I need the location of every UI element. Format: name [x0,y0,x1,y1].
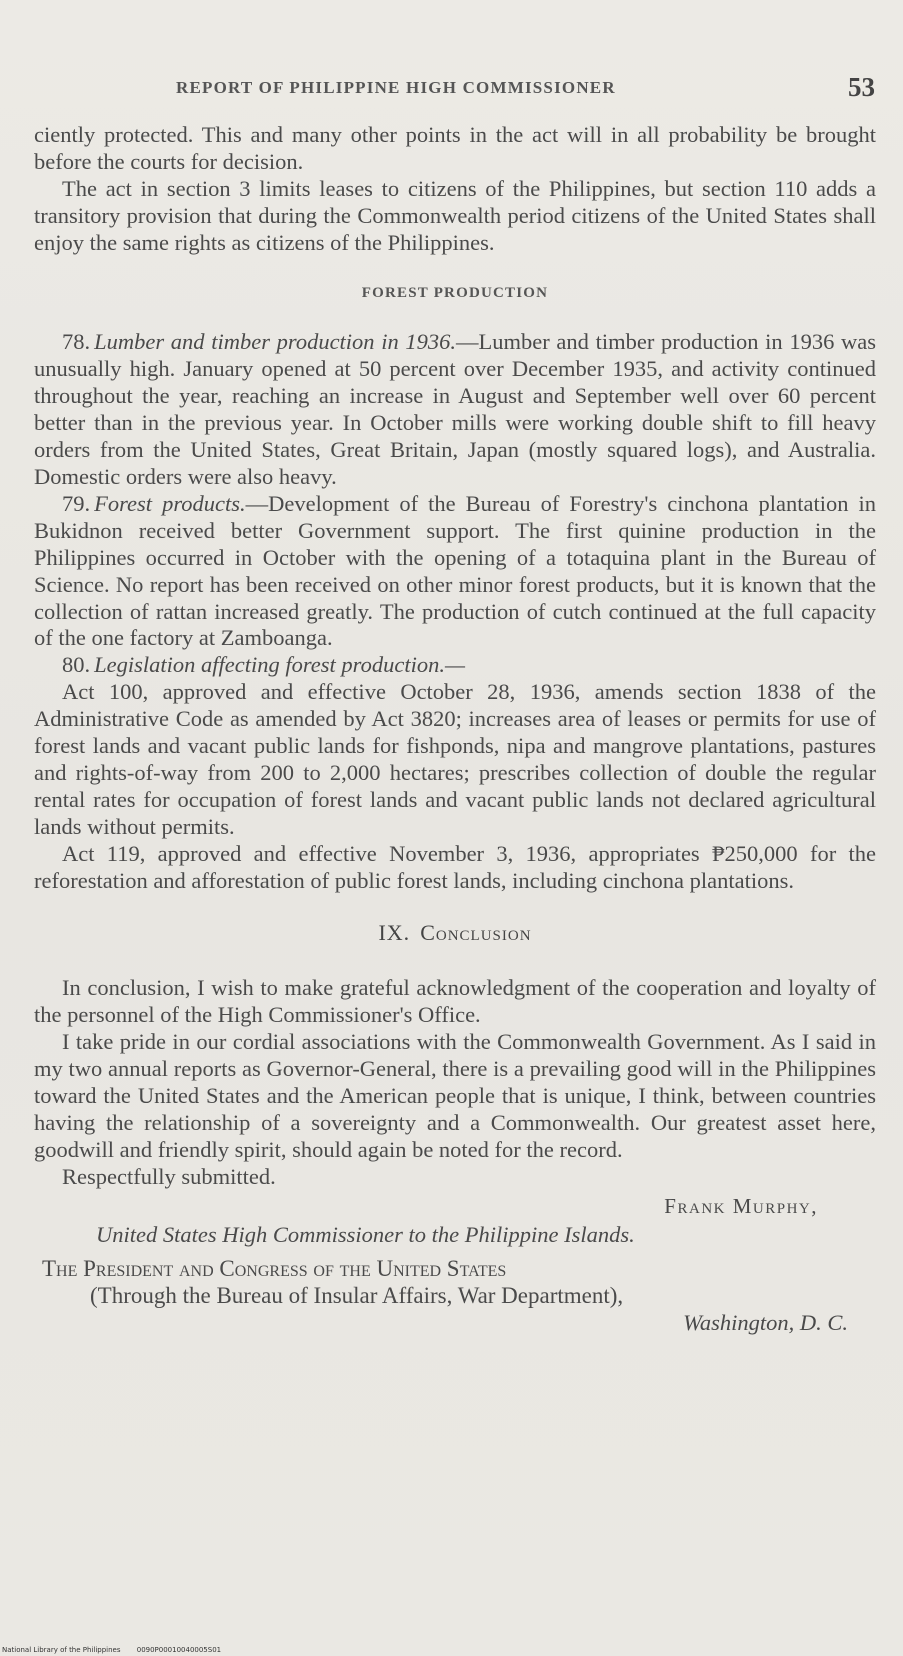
paragraph-text: —Development of the Bureau of Forestry's cinchona plantation in Bukidnon received better Government support. The first quinine production in the Philippines occurred in October with the opening of a totaquina plant in the Bureau of Science. No report has been received on other minor forest products, but it is known that the collection of rattan increased greatly. The production of cutch continued at the full capacity of the one factory at Zamboanga. [34,490,876,651]
page-number: 53 [848,72,875,102]
addressee-line-1 [34,1256,876,1283]
section-number: IX. [378,920,411,946]
paragraph-title: Lumber and timber production in 1936. [94,329,457,355]
paragraph-number: 79. [62,490,91,516]
running-head: REPORT OF PHILIPPINE HIGH COMMISSIONER [176,78,616,97]
conclusion-heading [34,920,876,947]
closing-line: Respectfully submitted. [62,1163,276,1189]
addressee-line-3: Washington, D. C. [683,1310,848,1336]
body-text [34,122,876,1337]
paragraph-text: —Lumber and timber production in 1936 was unusually high. January opened at 50 percent over December 1935, and activity continued throughout the year, reaching an increase in August and September well over 60 percent better than in the previous year. In October mills were working double shift to fill heavy orders from the United States, Great Britain, Japan (mostly squared logs), and Australia. Domestic orders were also heavy. [34,329,876,489]
forest-production-heading: FOREST PRODUCTION [361,284,549,301]
addressee-line-2: (Through the Bureau of Insular Affairs, War Department), [90,1283,624,1309]
paragraph-conclusion-1: In conclusion, I wish to make grateful acknowledgment of the cooperation and loyalty of the personnel of the High Commissioner's Office. [34,975,876,1028]
paragraph-number: 80. [62,652,91,678]
paragraph-78 [34,329,876,490]
paragraph-act-100: Act 100, approved and effective October 28, 1936, amends section 1838 of the Administrative Code as amended by Act 3820; increases area of leases or permits for use of forest lands and vacant public lands for fishponds, nipa and mangrove plantations, pastures and rights-of-way from 200 to 2,000 hectares; prescribes collection of double the regular rental rates for occupation of forest lands and vacant public lands not declared agricultural lands without permits. [34,679,876,839]
page-header [0,72,903,112]
paragraph-number: 78. [62,329,91,355]
paragraph-80 [34,652,876,679]
signature-name: Frank Murphy, [664,1193,818,1218]
paragraph-act-119: Act 119, approved and effective November 3, 1936, appropriates ₱250,000 for the reforestation and afforestation of public forest lands, including cinchona plantations. [34,840,876,893]
footer-library: National Library of the Philippines [2,1646,121,1654]
signature-title: United States High Commissioner to the Philippine Islands. [96,1221,635,1247]
section-title: Conclusion [420,920,532,946]
scan-footer [2,1646,235,1654]
footer-code: 0090P00010040005S01 [136,1646,222,1654]
addressee-text: The President and Congress of the United States [42,1256,507,1282]
paragraph-conclusion-2: I take pride in our cordial associations with the Commonwealth Government. As I said in my two annual reports as Governor-General, there is a prevailing good will in the Philippines toward the United States and the American people that is unique, I think, between countries having the relationship of a sovereignty and a Commonwealth. Our greatest asset here, goodwill and friendly spirit, should again be noted for the record. [34,1029,876,1162]
paragraph-continuation: ciently protected. This and many other points in the act will in all probability be brought before the courts for decision. [34,122,876,174]
paragraph-title: Forest products. [94,490,246,516]
paragraph-title: Legislation affecting forest production.— [94,652,465,678]
paragraph-79 [34,491,876,652]
paragraph-leases: The act in section 3 limits leases to citizens of the Philippines, but section 110 adds a transitory provision that during the Commonwealth period citizens of the United States shall enjoy the same rights as citizens of the Philippines. [34,175,876,255]
